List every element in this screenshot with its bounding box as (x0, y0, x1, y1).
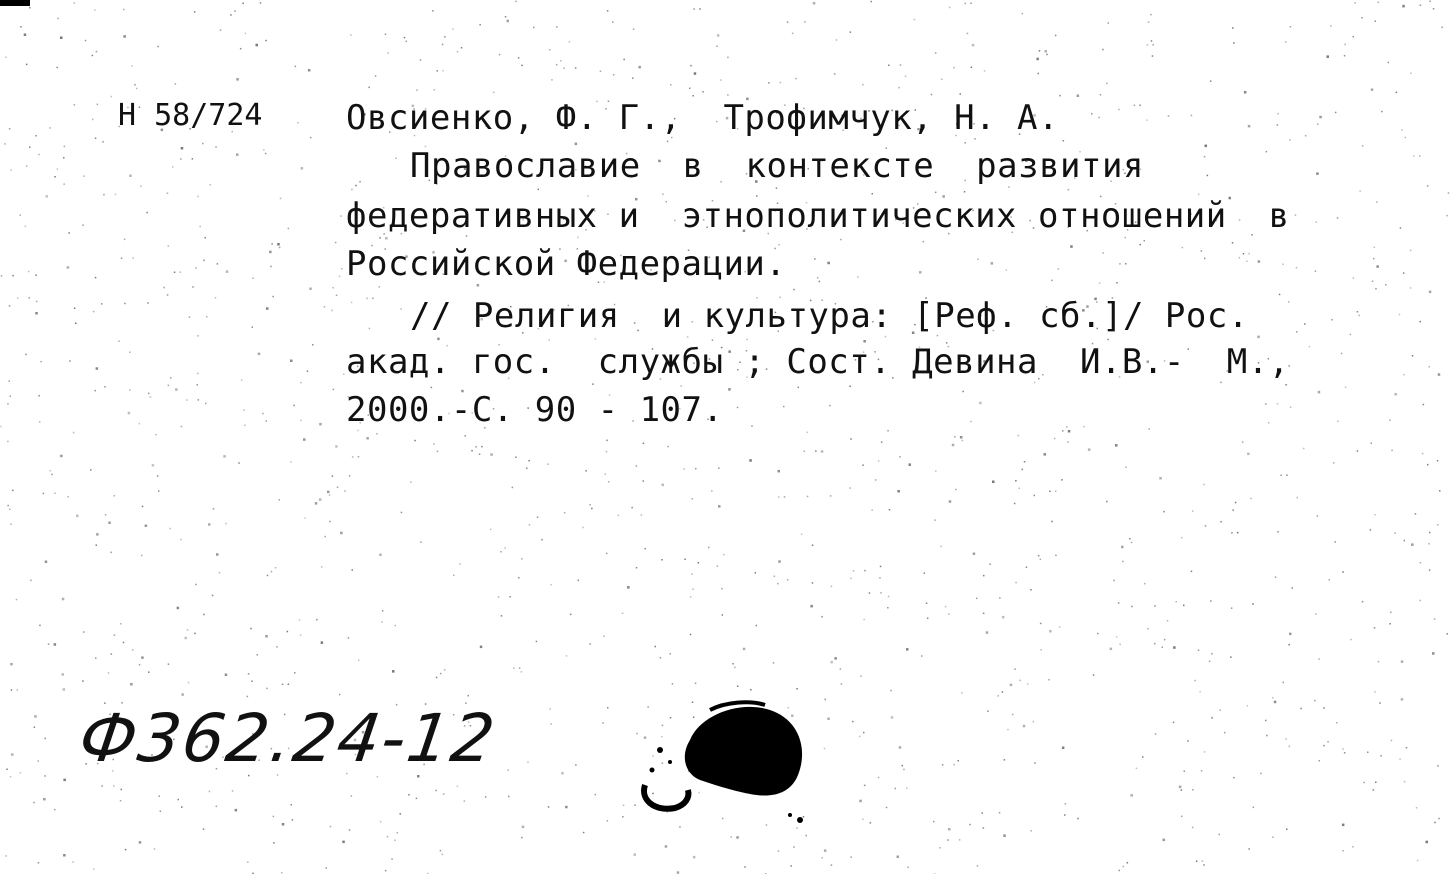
shelf-mark: Н 58/724 (118, 98, 263, 133)
title-line-2: федеративных и этнополитических отношений в (346, 196, 1290, 236)
source-line-2: акад. гос. службы ; Сост. Девина И.В.- М., (346, 342, 1290, 382)
source-line-3: 2000.-С. 90 - 107. (346, 390, 724, 430)
ink-blot-stamp (630, 690, 820, 840)
card-corner-mark (0, 0, 30, 6)
source-line-1: // Религия и культура: [Реф. сб.]/ Рос. (410, 296, 1249, 336)
authors-line: Овсиенко, Ф. Г., Трофимчук, Н. А. (346, 98, 1059, 138)
handwritten-classification-code: Ф362.24-12 (74, 700, 501, 777)
title-line-1: Православие в контексте развития (410, 146, 1144, 186)
title-line-3: Российской Федерации. (346, 244, 787, 284)
